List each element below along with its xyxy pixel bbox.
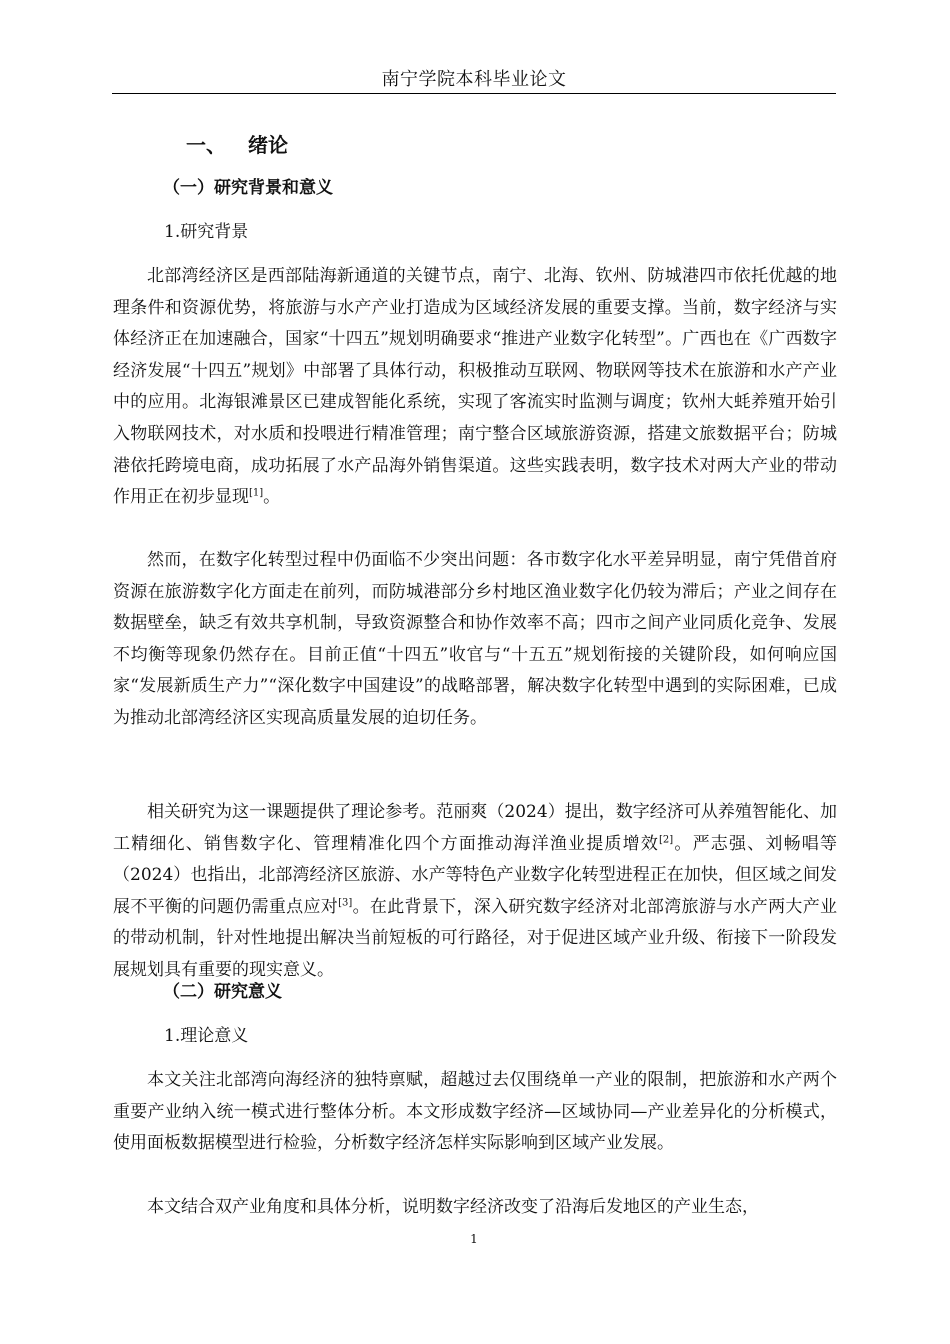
item-heading-theoretical-significance: 1.理论意义 bbox=[164, 1026, 249, 1046]
running-header: 南宁学院本科毕业论文 bbox=[381, 69, 567, 90]
paragraph-text: 本文关注北部湾向海经济的独特禀赋，超越过去仅围绕单一产业的限制，把旅游和水产两个重要产业纳入统一模式进行整体分析。本文形成数字经济—区域协同—产业差异化的分析模式，使用面板数据模型进行检验，分析数字经济怎样实际影响到区域产业发展。 bbox=[113, 1070, 837, 1154]
citation-ref: [3] bbox=[338, 897, 353, 909]
paragraph-dual-industry bbox=[113, 1192, 837, 1224]
paragraph-text: 本文结合双产业角度和具体分析，说明数字经济改变了沿海后发地区的产业生态， bbox=[147, 1197, 759, 1217]
header-divider bbox=[112, 93, 836, 94]
paragraph-text-tail: 。 bbox=[263, 487, 281, 508]
paragraph-theoretical bbox=[113, 1065, 837, 1160]
subsection-heading-significance: （二）研究意义 bbox=[163, 982, 282, 1002]
paragraph-problems bbox=[113, 545, 837, 735]
section-number: 一、 bbox=[186, 133, 226, 157]
paragraph-text: 北部湾经济区是西部陆海新通道的关键节点，南宁、北海、钦州、防城港四市依托优越的地理条件和资源优势，将旅游与水产产业打造成为区域经济发展的重要支撑。当前，数字经济与实体经济正在加速融合，国家“十四五”规划明确要求“推进产业数字化转型”。广西也在《广西数字经济发展“十四五”规划》中部署了具体行动，积极推动互联网、物联网等技术在旅游和水产产业中的应用。北海银滩景区已建成智能化系统，实现了客流实时监测与调度；钦州大蚝养殖开始引入物联网技术，对水质和投喂进行精准管理；南宁整合区域旅游资源，搭建文旅数据平台；防城港依托跨境电商，成功拓展了水产品海外销售渠道。这些实践表明，数字技术对两大产业的带动作用正在初步显现 bbox=[113, 266, 837, 508]
paragraph-background bbox=[113, 261, 837, 514]
citation-ref: [2] bbox=[659, 833, 674, 845]
section-heading bbox=[186, 131, 288, 159]
citation-ref: [1] bbox=[249, 487, 264, 499]
paragraph-text: 相关研究为这一课题提供了理论参考。范丽爽（2024）提出，数字经济可从养殖智能化、加工精细化、销售数字化、管理精准化四个方面推动海洋渔业提质增效 bbox=[113, 802, 837, 854]
paragraph-text: 然而，在数字化转型过程中仍面临不少突出问题：各市数字化水平差异明显，南宁凭借首府资源在旅游数字化方面走在前列，而防城港部分乡村地区渔业数字化仍较为滞后；产业之间存在数据壁垒，缺乏有效共享机制，导致资源整合和协作效率不高；四市之间产业同质化竞争、发展不均衡等现象仍然存在。目前正值“十四五”收官与“十五五”规划衔接的关键阶段，如何响应国家“发展新质生产力”“深化数字中国建设”的战略部署，解决数字化转型中遇到的实际困难，已成为推动北部湾经济区实现高质量发展的迫切任务。 bbox=[113, 550, 837, 728]
paragraph-text: 。严志强、刘畅唱等（2024）也指出，北部湾经济区旅游、水产等特色产业数字化转型进程正在加快，但区域之间发展不平衡的问题仍需重点应对 bbox=[113, 833, 838, 917]
paragraph-related-research bbox=[113, 797, 837, 987]
section-title: 绪论 bbox=[248, 133, 288, 157]
subsection-heading-background: （一）研究背景和意义 bbox=[163, 178, 333, 198]
paragraph-text: 。在此背景下，深入研究数字经济对北部湾旅游与水产两大产业的带动机制，针对性地提出解决当前短板的可行路径，对于促进区域产业升级、衔接下一阶段发展规划具有重要的现实意义。 bbox=[113, 896, 838, 980]
page-number: 1 bbox=[470, 1232, 478, 1246]
item-heading-research-background: 1.研究背景 bbox=[164, 222, 249, 242]
